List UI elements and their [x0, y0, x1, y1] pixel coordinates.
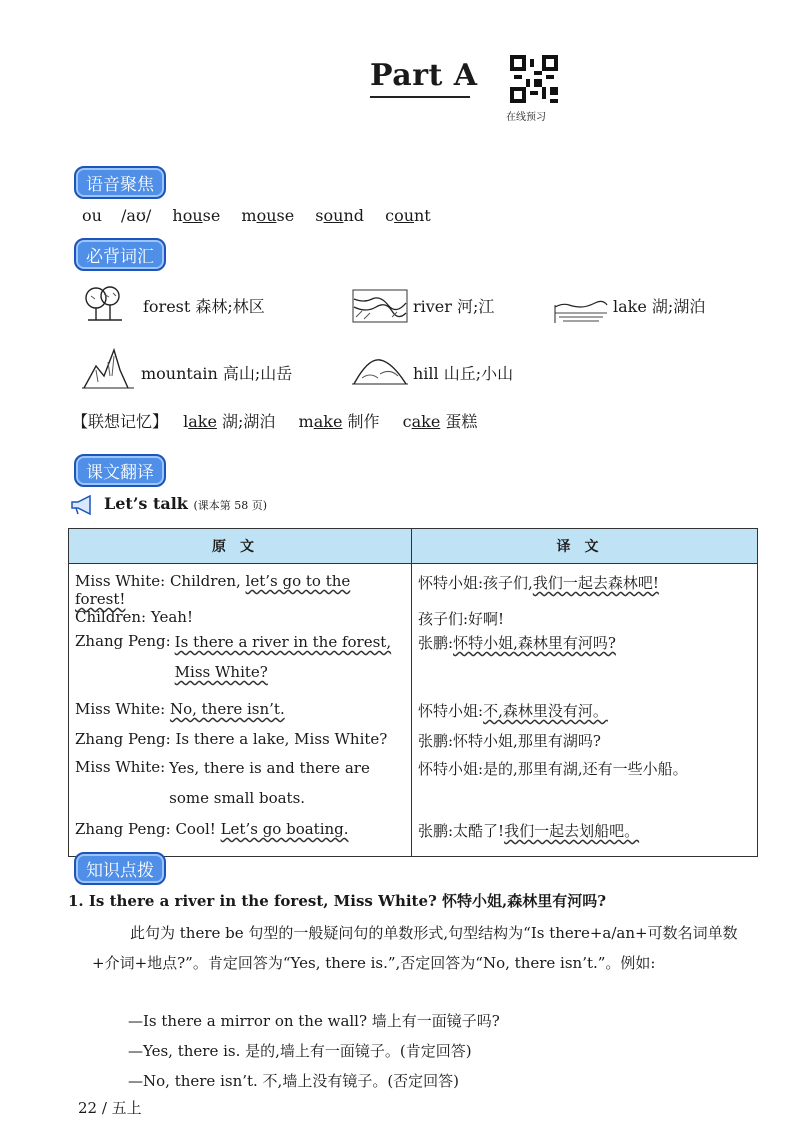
association-item: make 制作 — [298, 412, 380, 431]
vocab-item: forest 森林;林区 — [143, 297, 265, 316]
vocab-item: river 河;江 — [413, 297, 495, 316]
example-line: —Is there a mirror on the wall? 墙上有一面镜子吗? — [128, 1012, 500, 1030]
page-title: Part A — [370, 58, 478, 93]
table-row: Zhang Peng: Is there a river in the forest, Miss White? 张鹏:怀特小姐,森林里有河吗? — [69, 632, 758, 694]
table-row: Miss White: Children, let’s go to the forest! 怀特小姐:孩子们,我们一起去森林吧! — [69, 564, 758, 609]
knowledge-heading: 1. Is there a river in the forest, Miss White? 怀特小姐,森林里有河吗? — [68, 892, 607, 910]
knowledge-paragraph: 此句为 there be 句型的一般疑问句的单数形式,句型结构为“Is there+a/an+可数名词单数+介词+地点?”。肯定回答为“Yes, there is.”,否定回答为“No, there isn’t.”。例如: — [92, 924, 738, 972]
table-row: Zhang Peng: Is there a lake, Miss White? 张鹏:怀特小姐,那里有湖吗? — [69, 730, 758, 758]
phonics-word: house — [172, 206, 221, 225]
section-translation: 课文翻译 — [74, 454, 166, 487]
phonics-row — [82, 206, 431, 225]
phonics-ipa: /aʊ/ — [121, 206, 152, 225]
table-row: Miss White: No, there isn’t. 怀特小姐:不,森林里没有河。 — [69, 694, 758, 730]
example-line: —No, there isn’t. 不,墙上没有镜子。(否定回答) — [128, 1072, 460, 1090]
phonics-word: sound — [315, 206, 364, 225]
example-line: —Yes, there is. 是的,墙上有一面镜子。(肯定回答) — [128, 1042, 472, 1060]
section-vocab: 必背词汇 — [74, 238, 166, 271]
hill-icon — [352, 354, 408, 388]
dialogue-table — [68, 528, 758, 857]
forest-icon — [82, 284, 126, 322]
mountain-icon — [82, 348, 134, 390]
lake-icon — [553, 290, 609, 328]
phonics-letters: ou — [82, 206, 102, 225]
talk-title: Let’s talk (课本第 58 页) — [104, 494, 268, 513]
association-item: cake 蛋糕 — [402, 412, 478, 431]
qr-code-icon[interactable] — [510, 55, 558, 103]
table-row: Zhang Peng: Cool! Let’s go boating. 张鹏:太酷了!我们一起去划船吧。 — [69, 816, 758, 857]
column-header-translation: 译文 — [412, 529, 758, 564]
column-header-original: 原文 — [69, 529, 412, 564]
vocab-item: mountain 高山;山岳 — [141, 364, 293, 383]
qr-label: 在线预习 — [506, 112, 546, 123]
table-row: Children: Yeah! 孩子们:好啊! — [69, 608, 758, 632]
river-icon — [352, 287, 408, 325]
section-knowledge: 知识点拨 — [74, 852, 166, 885]
vocab-item: hill 山丘;小山 — [413, 364, 514, 383]
phonics-word: count — [385, 206, 431, 225]
table-row: Miss White: Yes, there is and there are some small boats. 怀特小姐:是的,那里有湖,还有一些小船。 — [69, 758, 758, 816]
association-item: lake 湖;湖泊 — [183, 412, 276, 431]
phonics-word: mouse — [241, 206, 295, 225]
association-row — [72, 409, 477, 432]
association-label: 【联想记忆】 — [72, 412, 169, 431]
megaphone-icon — [68, 494, 98, 516]
vocab-item: lake 湖;湖泊 — [613, 297, 706, 316]
section-phonics: 语音聚焦 — [74, 166, 166, 199]
title-underline — [370, 96, 470, 98]
page-number: 22 / 五上 — [78, 1099, 142, 1117]
